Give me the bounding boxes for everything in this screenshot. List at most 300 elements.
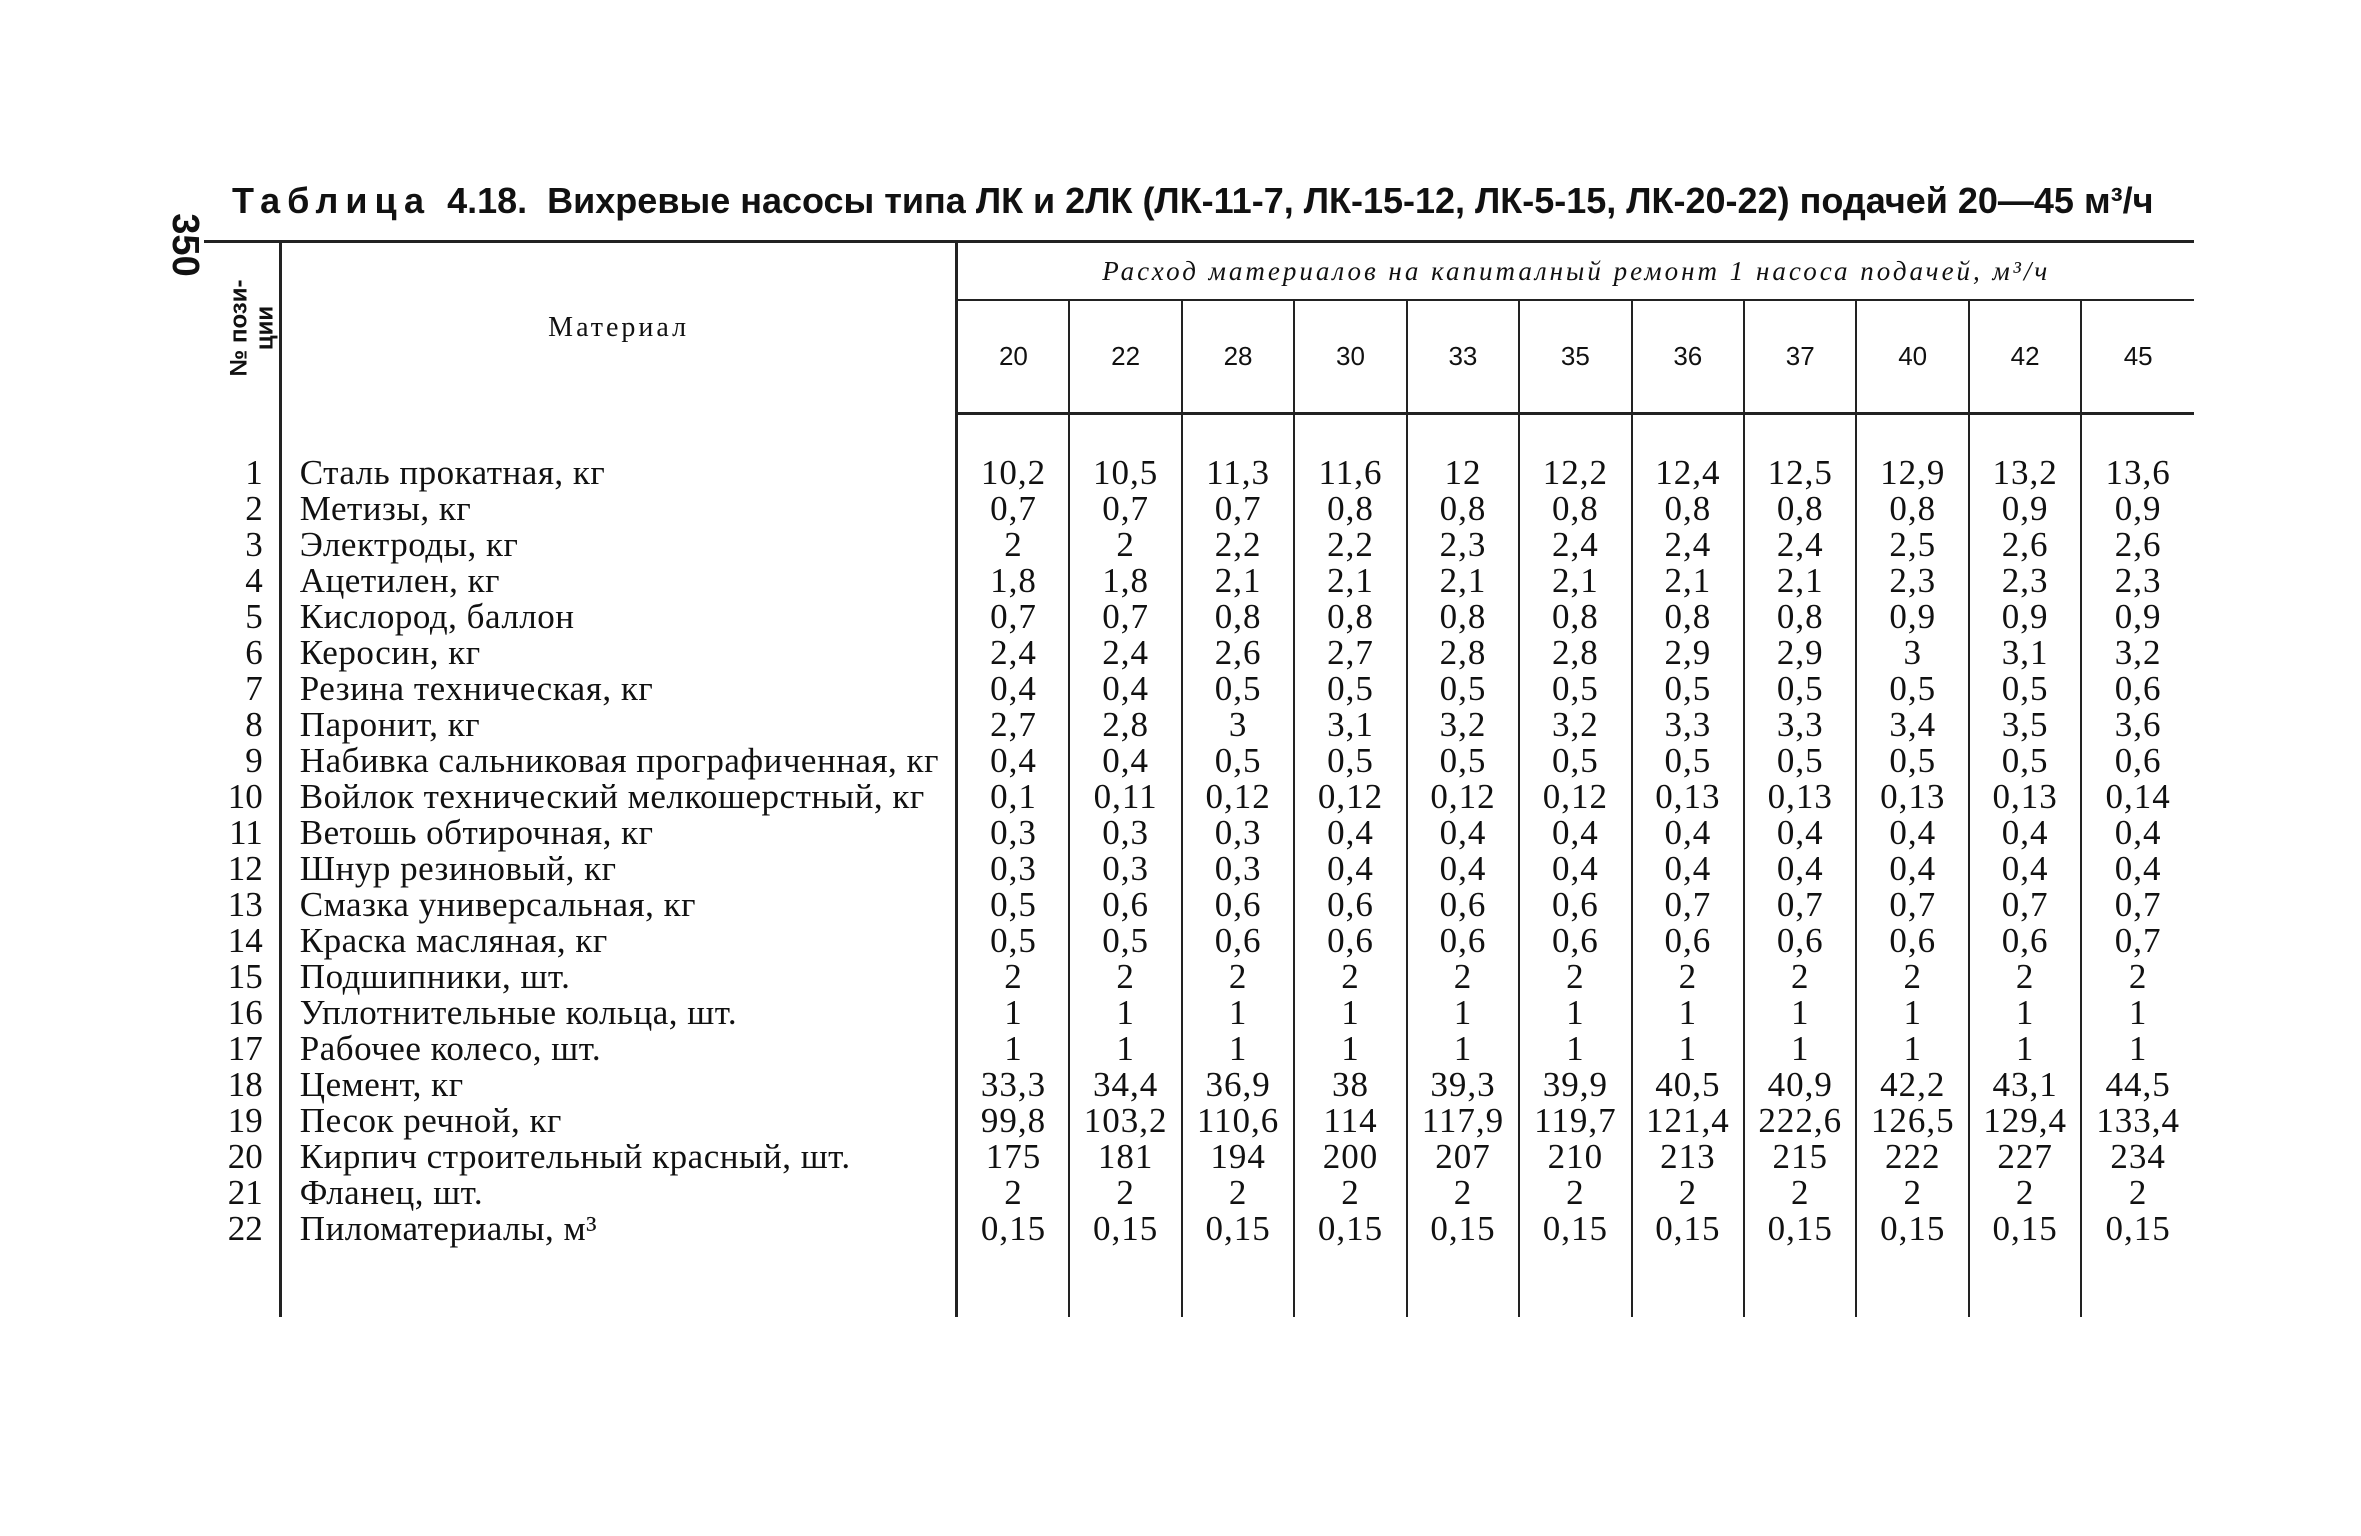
row-value-33: 0,4 <box>1407 851 1519 887</box>
table-row <box>204 599 2194 635</box>
row-value-30: 0,4 <box>1294 815 1406 851</box>
row-value-20: 0,5 <box>990 884 1037 924</box>
row-value-36: 2,9 <box>1632 635 1744 671</box>
row-value-20: 1,8 <box>990 560 1037 600</box>
row-position: 9 <box>204 743 280 779</box>
row-value-42: 0,6 <box>1969 923 2081 959</box>
row-value-30: 0,8 <box>1294 491 1406 527</box>
row-value-37: 1 <box>1744 995 1856 1031</box>
row-position: 11 <box>204 815 280 851</box>
row-material: Сталь прокатная, кг <box>280 455 957 491</box>
row-value-28: 2,1 <box>1182 563 1294 599</box>
row-value-20: 2 <box>1004 1172 1023 1212</box>
row-value-35: 0,8 <box>1519 491 1631 527</box>
row-position: 8 <box>204 707 280 743</box>
row-value-33: 2 <box>1407 1175 1519 1211</box>
row-value-40: 126,5 <box>1856 1103 1968 1139</box>
row-value-20: 10,2 <box>980 452 1047 492</box>
row-value-35: 2,4 <box>1519 527 1631 563</box>
row-value-37: 2,4 <box>1744 527 1856 563</box>
materials-table <box>204 240 2194 1317</box>
table-row <box>204 1031 2194 1067</box>
row-value-42: 0,13 <box>1969 779 2081 815</box>
row-value-40: 0,13 <box>1856 779 1968 815</box>
row-value-36: 12,4 <box>1632 455 1744 491</box>
header-flow-36: 36 <box>1632 300 1744 413</box>
row-value-20: 2 <box>1004 524 1023 564</box>
row-value-30: 0,6 <box>1294 887 1406 923</box>
row-value-36: 0,4 <box>1632 815 1744 851</box>
row-value-28: 0,3 <box>1182 851 1294 887</box>
header-flow-37: 37 <box>1744 300 1856 413</box>
spacer-cell <box>204 413 280 455</box>
row-value-28: 0,15 <box>1182 1211 1294 1317</box>
title-label: Таблица <box>232 180 432 221</box>
row-value-30: 114 <box>1294 1103 1406 1139</box>
row-value-45: 0,7 <box>2081 923 2194 959</box>
row-value-45: 0,7 <box>2081 887 2194 923</box>
row-value-33: 0,5 <box>1407 671 1519 707</box>
row-value-40: 3,4 <box>1856 707 1968 743</box>
row-value-33: 0,15 <box>1407 1211 1519 1317</box>
row-value-30: 3,1 <box>1294 707 1406 743</box>
row-value-33: 207 <box>1407 1139 1519 1175</box>
header-position-label: № пози- ции <box>225 279 279 377</box>
row-value-42: 0,5 <box>1969 671 2081 707</box>
row-material: Керосин, кг <box>280 635 957 671</box>
header-flow-28: 28 <box>1182 300 1294 413</box>
row-value-33: 0,5 <box>1407 743 1519 779</box>
spacer-cell <box>957 413 1069 455</box>
row-value-30: 0,4 <box>1294 851 1406 887</box>
row-value-36: 1 <box>1632 1031 1744 1067</box>
row-value-20: 1 <box>1004 992 1023 1032</box>
row-value-36: 1 <box>1632 995 1744 1031</box>
row-value-20: 2,7 <box>990 704 1037 744</box>
row-value-22: 1 <box>1069 1031 1181 1067</box>
row-value-37: 0,7 <box>1744 887 1856 923</box>
table-row <box>204 1211 2194 1317</box>
row-position: 21 <box>204 1175 280 1211</box>
row-position: 12 <box>204 851 280 887</box>
row-value-35: 3,2 <box>1519 707 1631 743</box>
table-row <box>204 635 2194 671</box>
row-value-45: 2 <box>2081 1175 2194 1211</box>
row-value-40: 2,3 <box>1856 563 1968 599</box>
row-value-45: 2 <box>2081 959 2194 995</box>
row-value-35: 0,6 <box>1519 887 1631 923</box>
row-value-37: 215 <box>1744 1139 1856 1175</box>
table-row <box>204 1175 2194 1211</box>
row-value-36: 2 <box>1632 1175 1744 1211</box>
row-value-37: 2 <box>1744 1175 1856 1211</box>
spacer-cell <box>1069 413 1181 455</box>
row-value-33: 0,12 <box>1407 779 1519 815</box>
row-value-22: 181 <box>1069 1139 1181 1175</box>
row-value-36: 40,5 <box>1632 1067 1744 1103</box>
row-value-35: 0,4 <box>1519 815 1631 851</box>
row-value-33: 2 <box>1407 959 1519 995</box>
row-value-28: 2 <box>1182 959 1294 995</box>
row-value-45: 0,9 <box>2081 491 2194 527</box>
row-value-33: 2,1 <box>1407 563 1519 599</box>
row-value-28: 2 <box>1182 1175 1294 1211</box>
row-position: 22 <box>204 1211 280 1317</box>
row-value-36: 0,5 <box>1632 671 1744 707</box>
row-value-20: 0,5 <box>990 920 1037 960</box>
row-material: Паронит, кг <box>280 707 957 743</box>
row-value-40: 0,7 <box>1856 887 1968 923</box>
row-value-45: 0,9 <box>2081 599 2194 635</box>
row-value-20: 0,3 <box>990 848 1037 888</box>
row-value-40: 2 <box>1856 1175 1968 1211</box>
row-value-40: 0,6 <box>1856 923 1968 959</box>
spacer-cell <box>1294 413 1406 455</box>
row-value-22: 2 <box>1069 527 1181 563</box>
table-row <box>204 707 2194 743</box>
row-value-45: 44,5 <box>2081 1067 2194 1103</box>
header-flow-35: 35 <box>1519 300 1631 413</box>
row-value-45: 0,15 <box>2081 1211 2194 1317</box>
row-value-42: 0,5 <box>1969 743 2081 779</box>
row-position: 19 <box>204 1103 280 1139</box>
row-value-20: 0,4 <box>990 668 1037 708</box>
row-value-28: 0,8 <box>1182 599 1294 635</box>
row-value-30: 2,2 <box>1294 527 1406 563</box>
row-position: 18 <box>204 1067 280 1103</box>
row-material: Песок речной, кг <box>280 1103 957 1139</box>
row-value-36: 0,5 <box>1632 743 1744 779</box>
row-value-33: 0,4 <box>1407 815 1519 851</box>
row-value-45: 2,3 <box>2081 563 2194 599</box>
row-value-35: 210 <box>1519 1139 1631 1175</box>
row-value-28: 1 <box>1182 995 1294 1031</box>
row-value-35: 12,2 <box>1519 455 1631 491</box>
row-value-35: 0,5 <box>1519 743 1631 779</box>
row-value-37: 3,3 <box>1744 707 1856 743</box>
row-value-42: 0,4 <box>1969 851 2081 887</box>
table-row <box>204 1139 2194 1175</box>
header-flow-20: 20 <box>957 300 1069 413</box>
row-value-22: 2,4 <box>1069 635 1181 671</box>
row-value-37: 0,6 <box>1744 923 1856 959</box>
row-material: Краска масляная, кг <box>280 923 957 959</box>
row-position: 2 <box>204 491 280 527</box>
row-value-35: 1 <box>1519 995 1631 1031</box>
row-value-45: 0,4 <box>2081 815 2194 851</box>
row-value-42: 3,5 <box>1969 707 2081 743</box>
spacer-cell <box>1856 413 1968 455</box>
row-value-42: 0,15 <box>1969 1211 2081 1317</box>
header-flow-33: 33 <box>1407 300 1519 413</box>
row-position: 1 <box>204 455 280 491</box>
row-value-30: 2 <box>1294 1175 1406 1211</box>
row-value-20: 2,4 <box>990 632 1037 672</box>
row-value-28: 2,2 <box>1182 527 1294 563</box>
row-value-37: 12,5 <box>1744 455 1856 491</box>
row-value-37: 0,13 <box>1744 779 1856 815</box>
spacer-cell <box>1519 413 1631 455</box>
row-value-40: 1 <box>1856 1031 1968 1067</box>
header-consumption-group: Расход материалов на капиталный ремонт 1 насоса подачей, м³/ч <box>957 242 2194 301</box>
row-value-37: 222,6 <box>1744 1103 1856 1139</box>
table-row <box>204 743 2194 779</box>
row-value-30: 0,12 <box>1294 779 1406 815</box>
row-value-20: 99,8 <box>980 1100 1047 1140</box>
row-value-20: 33,3 <box>980 1064 1047 1104</box>
row-value-37: 0,15 <box>1744 1211 1856 1317</box>
row-position: 13 <box>204 887 280 923</box>
row-value-45: 0,4 <box>2081 851 2194 887</box>
row-value-42: 13,2 <box>1969 455 2081 491</box>
row-value-22: 0,5 <box>1069 923 1181 959</box>
row-value-30: 11,6 <box>1294 455 1406 491</box>
row-value-35: 0,6 <box>1519 923 1631 959</box>
row-value-22: 0,15 <box>1069 1211 1181 1317</box>
title-text: Вихревые насосы типа ЛК и 2ЛК (ЛК-11-7, ЛК-15-12, ЛК-5-15, ЛК-20-22) подачей 20—45 м³/ч <box>547 180 2154 221</box>
row-position: 14 <box>204 923 280 959</box>
row-value-36: 0,7 <box>1632 887 1744 923</box>
spacer-cell <box>1969 413 2081 455</box>
row-value-36: 0,8 <box>1632 599 1744 635</box>
row-value-33: 1 <box>1407 1031 1519 1067</box>
row-value-30: 0,6 <box>1294 923 1406 959</box>
row-value-30: 0,8 <box>1294 599 1406 635</box>
header-material: Материал <box>280 242 957 414</box>
row-value-36: 2,1 <box>1632 563 1744 599</box>
table-row <box>204 1103 2194 1139</box>
row-value-20: 0,7 <box>990 488 1037 528</box>
row-value-40: 42,2 <box>1856 1067 1968 1103</box>
row-value-45: 2,6 <box>2081 527 2194 563</box>
row-value-40: 3 <box>1856 635 1968 671</box>
header-flow-45: 45 <box>2081 300 2194 413</box>
row-value-28: 3 <box>1182 707 1294 743</box>
row-value-36: 121,4 <box>1632 1103 1744 1139</box>
row-value-22: 0,7 <box>1069 599 1181 635</box>
row-value-45: 3,6 <box>2081 707 2194 743</box>
row-value-20: 0,3 <box>990 812 1037 852</box>
row-value-28: 11,3 <box>1182 455 1294 491</box>
row-value-30: 0,5 <box>1294 743 1406 779</box>
row-value-33: 2,8 <box>1407 635 1519 671</box>
row-value-45: 1 <box>2081 1031 2194 1067</box>
row-value-42: 0,7 <box>1969 887 2081 923</box>
row-value-30: 2 <box>1294 959 1406 995</box>
row-value-22: 2 <box>1069 959 1181 995</box>
row-material: Уплотнительные кольца, шт. <box>280 995 957 1031</box>
row-value-37: 0,4 <box>1744 851 1856 887</box>
row-material: Пиломатериалы, м³ <box>280 1211 957 1317</box>
row-material: Войлок технический мелкошерстный, кг <box>280 779 957 815</box>
row-value-35: 2 <box>1519 1175 1631 1211</box>
row-value-37: 0,8 <box>1744 599 1856 635</box>
row-material: Цемент, кг <box>280 1067 957 1103</box>
table-header <box>204 242 2194 414</box>
row-value-28: 0,6 <box>1182 923 1294 959</box>
row-value-37: 2 <box>1744 959 1856 995</box>
row-position: 4 <box>204 563 280 599</box>
row-value-33: 2,3 <box>1407 527 1519 563</box>
row-value-22: 0,3 <box>1069 815 1181 851</box>
row-material: Рабочее колесо, шт. <box>280 1031 957 1067</box>
row-position: 10 <box>204 779 280 815</box>
row-material: Подшипники, шт. <box>280 959 957 995</box>
row-value-28: 0,7 <box>1182 491 1294 527</box>
row-position: 16 <box>204 995 280 1031</box>
row-value-22: 0,7 <box>1069 491 1181 527</box>
table-row <box>204 671 2194 707</box>
row-value-30: 38 <box>1294 1067 1406 1103</box>
row-value-42: 227 <box>1969 1139 2081 1175</box>
row-value-42: 1 <box>1969 1031 2081 1067</box>
row-position: 15 <box>204 959 280 995</box>
row-value-30: 0,5 <box>1294 671 1406 707</box>
row-value-42: 2,3 <box>1969 563 2081 599</box>
spacer-cell <box>1182 413 1294 455</box>
row-value-35: 2 <box>1519 959 1631 995</box>
row-value-35: 1 <box>1519 1031 1631 1067</box>
row-value-40: 1 <box>1856 995 1968 1031</box>
row-position: 20 <box>204 1139 280 1175</box>
header-spacer <box>204 413 2194 455</box>
row-position: 3 <box>204 527 280 563</box>
spacer-cell <box>1407 413 1519 455</box>
row-value-33: 39,3 <box>1407 1067 1519 1103</box>
row-value-33: 0,6 <box>1407 923 1519 959</box>
row-position: 7 <box>204 671 280 707</box>
row-value-20: 2 <box>1004 956 1023 996</box>
table-body <box>204 413 2194 1317</box>
table-row <box>204 455 2194 491</box>
row-value-35: 0,15 <box>1519 1211 1631 1317</box>
spacer-cell <box>1632 413 1744 455</box>
row-material: Кирпич строительный красный, шт. <box>280 1139 957 1175</box>
materials-table-container <box>204 240 2194 1370</box>
row-value-45: 133,4 <box>2081 1103 2194 1139</box>
row-value-30: 2,1 <box>1294 563 1406 599</box>
table-row <box>204 995 2194 1031</box>
row-value-33: 3,2 <box>1407 707 1519 743</box>
row-value-45: 0,6 <box>2081 671 2194 707</box>
spacer-cell <box>2081 413 2194 455</box>
row-position: 5 <box>204 599 280 635</box>
row-value-37: 0,5 <box>1744 671 1856 707</box>
row-value-45: 0,6 <box>2081 743 2194 779</box>
row-value-30: 1 <box>1294 1031 1406 1067</box>
row-value-40: 0,5 <box>1856 671 1968 707</box>
row-value-28: 0,6 <box>1182 887 1294 923</box>
row-value-45: 0,14 <box>2081 779 2194 815</box>
row-value-37: 0,4 <box>1744 815 1856 851</box>
row-value-36: 0,4 <box>1632 851 1744 887</box>
row-value-30: 0,15 <box>1294 1211 1406 1317</box>
row-value-40: 2 <box>1856 959 1968 995</box>
row-value-22: 0,6 <box>1069 887 1181 923</box>
row-value-28: 2,6 <box>1182 635 1294 671</box>
row-value-40: 0,5 <box>1856 743 1968 779</box>
row-value-45: 234 <box>2081 1139 2194 1175</box>
row-material: Метизы, кг <box>280 491 957 527</box>
row-value-42: 0,9 <box>1969 491 2081 527</box>
row-value-33: 0,6 <box>1407 887 1519 923</box>
row-value-36: 0,8 <box>1632 491 1744 527</box>
row-value-30: 200 <box>1294 1139 1406 1175</box>
row-value-42: 2 <box>1969 959 2081 995</box>
row-value-33: 12 <box>1407 455 1519 491</box>
table-row <box>204 959 2194 995</box>
table-row <box>204 815 2194 851</box>
row-value-36: 0,6 <box>1632 923 1744 959</box>
row-value-20: 0,7 <box>990 596 1037 636</box>
row-value-35: 119,7 <box>1519 1103 1631 1139</box>
spacer-cell <box>280 413 957 455</box>
row-value-40: 0,8 <box>1856 491 1968 527</box>
row-value-20: 0,1 <box>990 776 1037 816</box>
row-material: Электроды, кг <box>280 527 957 563</box>
row-value-40: 0,4 <box>1856 851 1968 887</box>
title-number: 4.18. <box>447 180 528 221</box>
row-material: Ацетилен, кг <box>280 563 957 599</box>
row-value-22: 103,2 <box>1069 1103 1181 1139</box>
row-value-40: 2,5 <box>1856 527 1968 563</box>
row-value-22: 2,8 <box>1069 707 1181 743</box>
row-value-28: 194 <box>1182 1139 1294 1175</box>
row-value-45: 1 <box>2081 995 2194 1031</box>
row-material: Резина техническая, кг <box>280 671 957 707</box>
table-row <box>204 527 2194 563</box>
header-flow-30: 30 <box>1294 300 1406 413</box>
table-row <box>204 779 2194 815</box>
row-value-30: 2,7 <box>1294 635 1406 671</box>
row-value-30: 1 <box>1294 995 1406 1031</box>
row-value-45: 3,2 <box>2081 635 2194 671</box>
row-value-28: 0,5 <box>1182 743 1294 779</box>
row-value-35: 0,4 <box>1519 851 1631 887</box>
row-value-37: 2,1 <box>1744 563 1856 599</box>
row-value-42: 2,6 <box>1969 527 2081 563</box>
row-value-33: 0,8 <box>1407 491 1519 527</box>
row-value-28: 36,9 <box>1182 1067 1294 1103</box>
row-value-42: 0,9 <box>1969 599 2081 635</box>
row-value-22: 1 <box>1069 995 1181 1031</box>
row-value-42: 3,1 <box>1969 635 2081 671</box>
row-value-28: 0,3 <box>1182 815 1294 851</box>
row-position: 6 <box>204 635 280 671</box>
row-value-20: 0,15 <box>980 1208 1047 1248</box>
header-flow-42: 42 <box>1969 300 2081 413</box>
row-value-33: 117,9 <box>1407 1103 1519 1139</box>
row-value-37: 40,9 <box>1744 1067 1856 1103</box>
row-material: Смазка универсальная, кг <box>280 887 957 923</box>
row-value-35: 0,8 <box>1519 599 1631 635</box>
row-value-37: 0,5 <box>1744 743 1856 779</box>
row-value-35: 0,12 <box>1519 779 1631 815</box>
header-flow-40: 40 <box>1856 300 1968 413</box>
row-value-36: 0,15 <box>1632 1211 1744 1317</box>
table-row <box>204 923 2194 959</box>
header-flow-22: 22 <box>1069 300 1181 413</box>
row-value-42: 43,1 <box>1969 1067 2081 1103</box>
row-value-20: 1 <box>1004 1028 1023 1068</box>
row-value-42: 0,4 <box>1969 815 2081 851</box>
row-position: 17 <box>204 1031 280 1067</box>
table-row <box>204 1067 2194 1103</box>
spacer-cell <box>1744 413 1856 455</box>
row-value-33: 0,8 <box>1407 599 1519 635</box>
row-material: Шнур резиновый, кг <box>280 851 957 887</box>
row-value-35: 39,9 <box>1519 1067 1631 1103</box>
